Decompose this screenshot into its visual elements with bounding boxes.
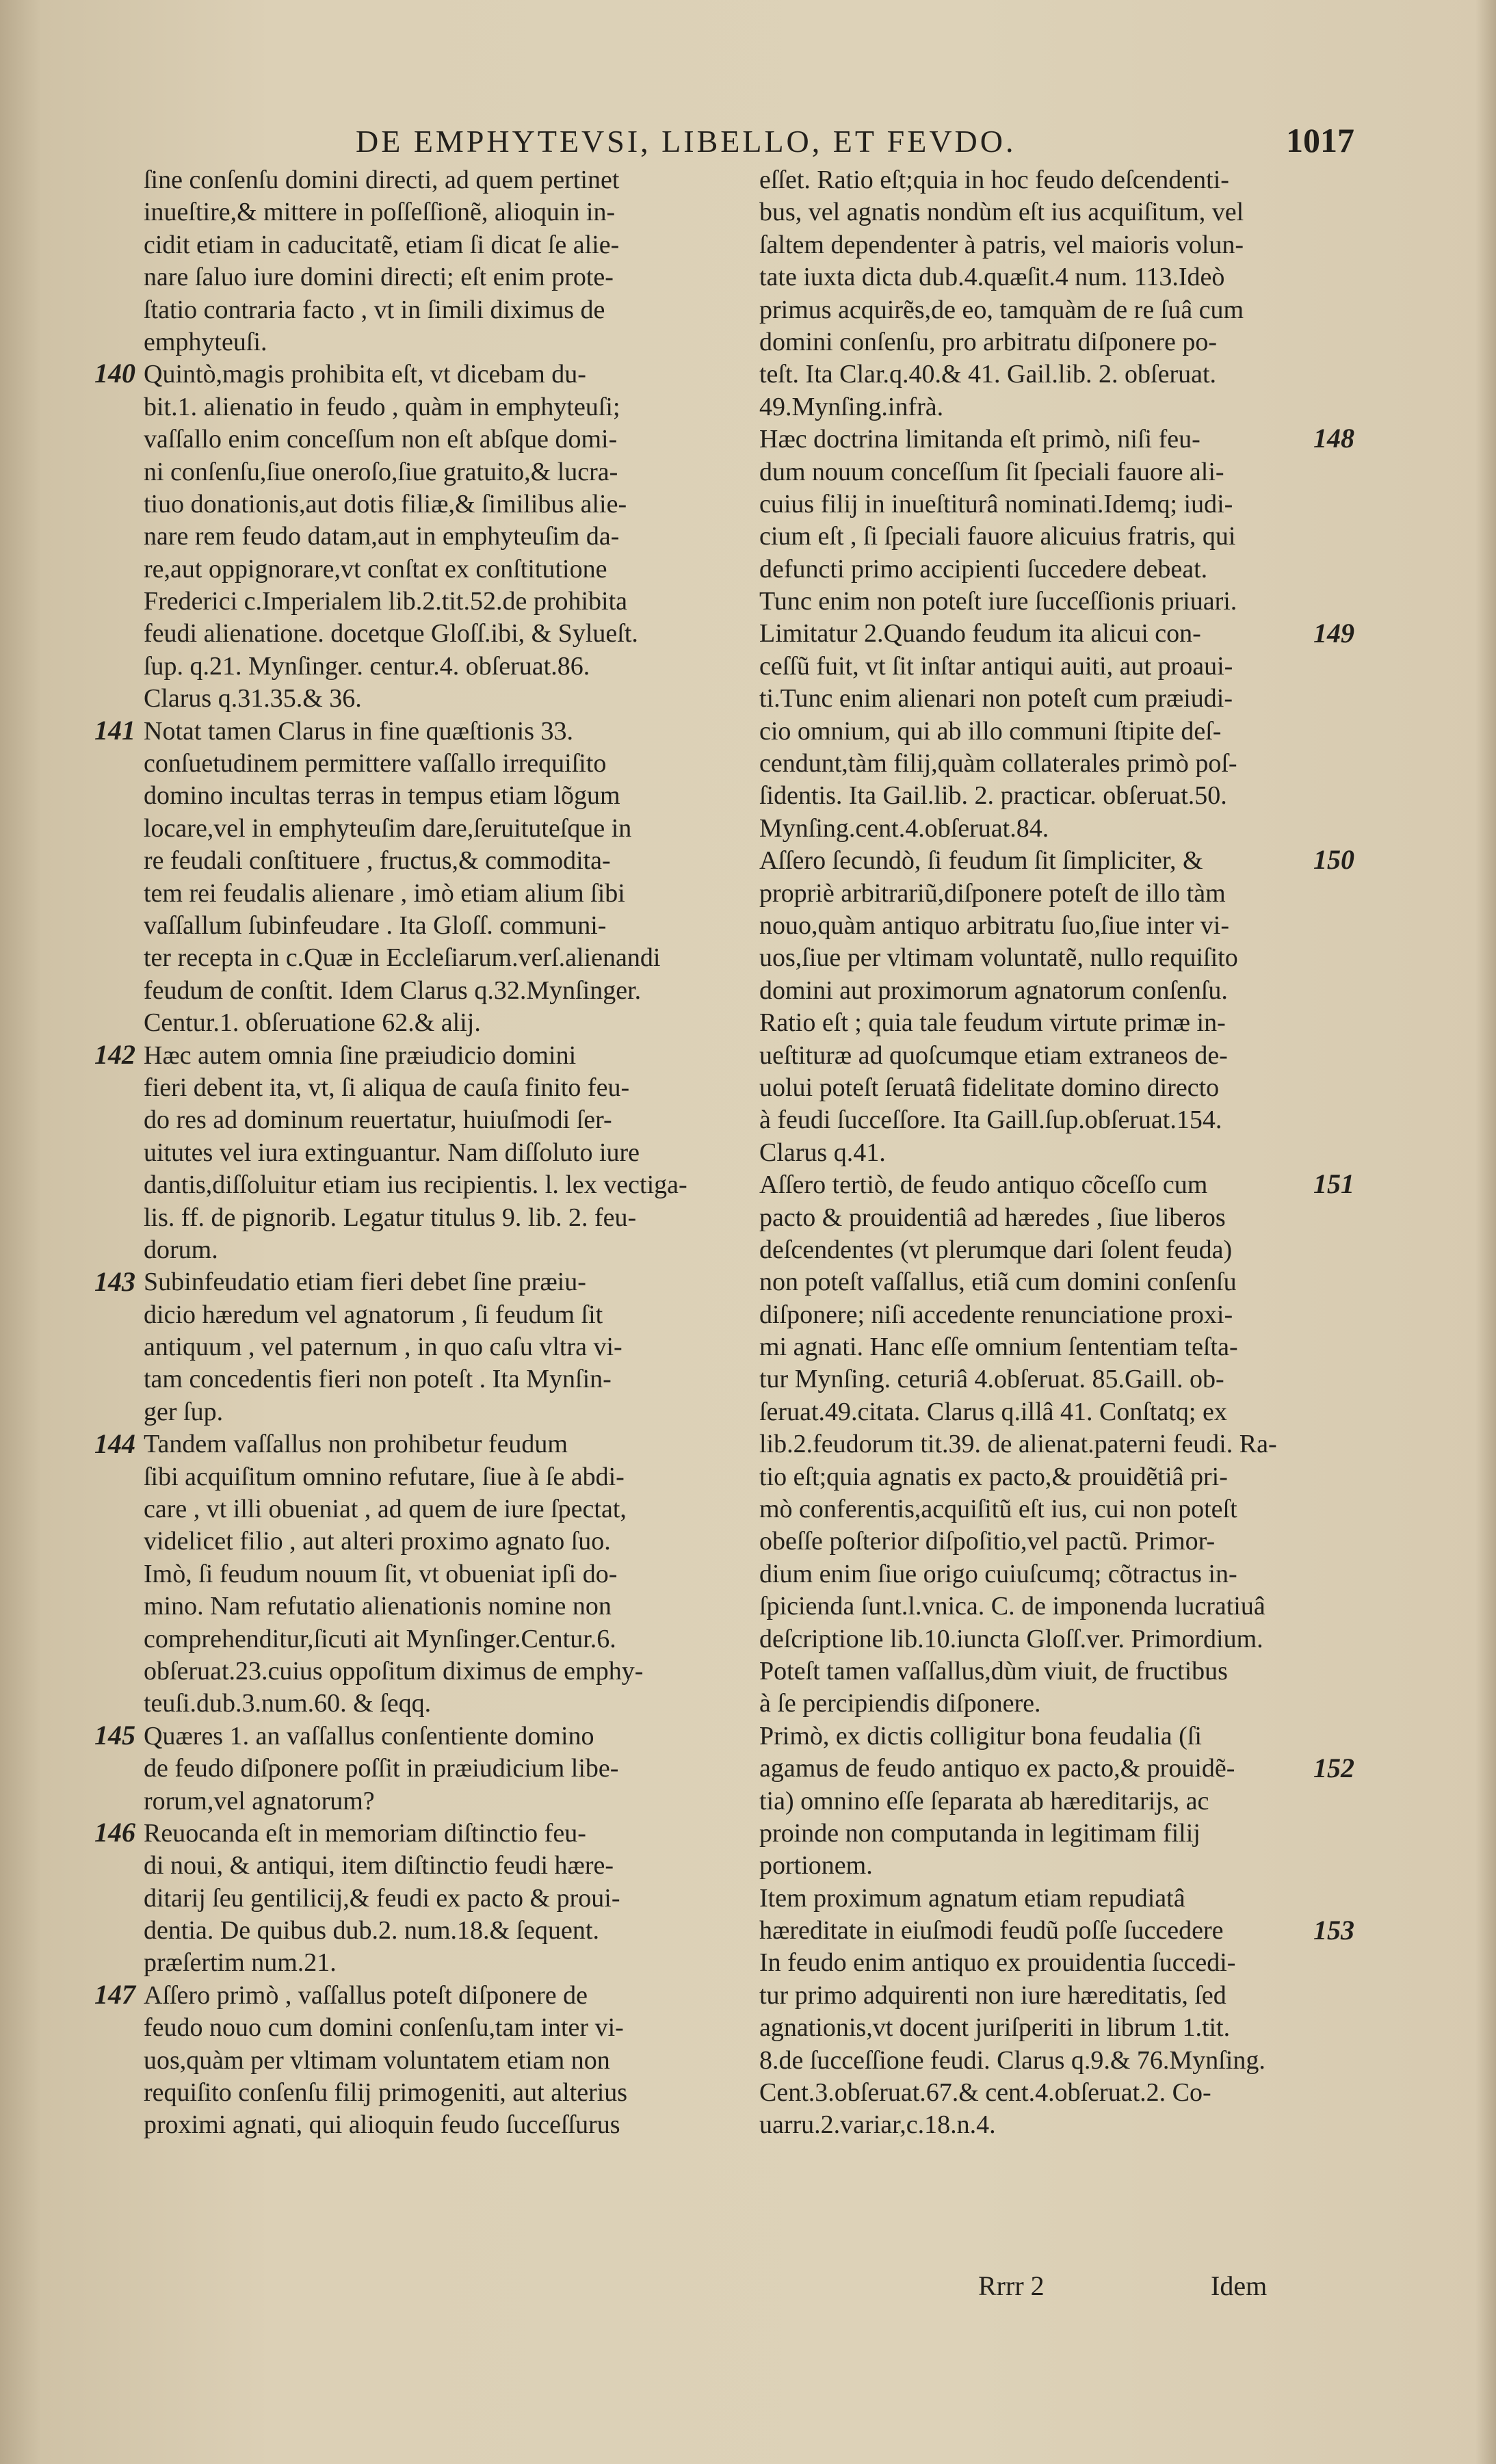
running-title: DE EMPHYTEVSI, LIBELLO, ET FEVDO.: [356, 124, 1016, 159]
text-line: Notat tamen Clarus in fine quæſtionis 33.: [144, 716, 573, 746]
text-line: mò conferentis,acquiſitũ eſt ius, cui non poteſt: [759, 1495, 1237, 1524]
text-line: Centur.1. obſeruatione 62.& alij.: [144, 1008, 481, 1038]
text-line: Aſſero ſecundò, ſi feudum ſit ſimpliciter, &: [759, 846, 1203, 876]
text-line: Quintò,magis prohibita eſt, vt dicebam du-: [144, 360, 586, 389]
text-line: rorum,vel agnatorum?: [144, 1786, 375, 1816]
paragraph-number: 151: [1313, 1168, 1354, 1200]
text-line: cio omnium, qui ab illo communi ſtipite deſ-: [759, 716, 1222, 746]
text-line: ſup. q.21. Mynſinger. centur.4. obſeruat.86.: [144, 651, 590, 681]
text-line: tam concedentis fieri non poteſt . Ita Mynſin-: [144, 1365, 612, 1394]
text-line: dentia. De quibus dub.2. num.18.& ſequent.: [144, 1916, 599, 1945]
text-line: non poteſt vaſſallus, etiã cum domini conſenſu: [759, 1268, 1237, 1297]
text-line: de feudo diſponere poſſit in præiudicium libe-: [144, 1754, 619, 1783]
paragraph-number: 150: [1313, 844, 1354, 876]
text-line: ſeruat.49.citata. Clarus q.illâ 41. Conſtatq; ex: [759, 1397, 1227, 1426]
paragraph-number: 142: [94, 1038, 135, 1070]
left-text-column: [94, 164, 739, 2142]
text-line: tur Mynſing. ceturiâ 4.obſeruat. 85.Gaill. ob-: [759, 1365, 1224, 1394]
text-line: In feudo enim antiquo ex prouidentia ſuccedi-: [759, 1948, 1236, 1978]
text-line: Clarus q.31.35.& 36.: [144, 684, 362, 713]
text-line: propriè arbitrariũ,diſponere poteſt de illo tàm: [759, 878, 1226, 908]
text-line: à ſe percipiendis diſponere.: [759, 1689, 1041, 1718]
text-line: obeſſe poſterior diſpoſitio,vel pactũ. Primor-: [759, 1527, 1216, 1556]
text-line: conſuetudinem permittere vaſſallo irrequiſito: [144, 749, 607, 778]
text-line: feudi alienatione. docetque Gloſſ.ibi, & Sylueſt.: [144, 619, 638, 648]
text-line: dicio hæredum vel agnatorum , ſi feudum ſit: [144, 1300, 603, 1329]
text-line: ſpicienda ſunt.l.vnica. C. de imponenda lucratiuâ: [759, 1592, 1265, 1621]
text-line: bit.1. alienatio in feudo , quàm in emphyteuſi;: [144, 392, 620, 421]
text-line: vaſſallum ſubinfeudare . Ita Gloſſ. communi-: [144, 910, 607, 940]
right-text-column: [759, 164, 1354, 2142]
paragraph-number: 147: [94, 1979, 135, 2010]
text-line: tia) omnino eſſe ſeparata ab hæreditarijs, ac: [759, 1786, 1209, 1816]
text-line: tur primo adquirenti non iure hæreditatis, ſed: [759, 1980, 1226, 2010]
text-line: nouo,quàm antiquo arbitratu ſuo,ſiue inter vi-: [759, 910, 1230, 940]
text-line: eſſet. Ratio eſt;quia in hoc feudo deſcendenti-: [759, 166, 1229, 194]
text-line: tem rei feudalis alienare , imò etiam alium ſibi: [144, 878, 625, 908]
text-line: cendunt,tàm filij,quàm collaterales primò poſ-: [759, 749, 1237, 778]
text-line: tiuo donationis,aut dotis filiæ,& ſimilibus alie-: [144, 489, 627, 519]
text-line: re feudali conſtituere , fructus,& commodita-: [144, 846, 611, 876]
text-line: tate iuxta dicta dub.4.quæſit.4 num. 113.Ideò: [759, 263, 1225, 292]
paragraph-number: 145: [94, 1720, 135, 1751]
text-line: Imò, ſi feudum nouum ſit, vt obueniat ipſi do-: [144, 1559, 618, 1588]
paragraph-number: 146: [94, 1817, 135, 1848]
paragraph-number: 149: [1313, 617, 1354, 648]
page-edge-shadow: [1475, 0, 1496, 2464]
text-line: ſine conſenſu domini directi, ad quem pertinet: [144, 166, 620, 194]
text-line: dorum.: [144, 1235, 218, 1264]
text-line: dum nouum conceſſum ſit ſpeciali fauore ali-: [759, 457, 1224, 486]
text-line: ti.Tunc enim alienari non poteſt cum præiudi-: [759, 684, 1233, 713]
text-line: Hæc autem omnia ſine præiudicio domini: [144, 1040, 577, 1070]
text-line: Subinfeudatio etiam fieri debet ſine præiu-: [144, 1268, 586, 1297]
text-line: re,aut oppignorare,vt conſtat ex conſtitutione: [144, 554, 607, 584]
signature-mark: Rrrr 2: [978, 2270, 1045, 2301]
text-line: proximi agnati, qui alioquin feudo ſucceſſurus: [144, 2110, 620, 2140]
text-line: di noui, & antiqui, item diſtinctio feudi hære-: [144, 1851, 614, 1880]
text-line: ueſtituræ ad quoſcumque etiam extraneos de-: [759, 1040, 1228, 1070]
text-line: Quæres 1. an vaſſallus conſentiente domino: [144, 1721, 594, 1751]
text-line: Tunc enim non poteſt iure ſucceſſionis priuari.: [759, 587, 1237, 616]
text-line: Tandem vaſſallus non prohibetur feudum: [144, 1430, 568, 1459]
text-line: Frederici c.Imperialem lib.2.tit.52.de prohibita: [144, 587, 628, 616]
text-line: antiquum , vel paternum , in quo caſu vltra vi-: [144, 1333, 622, 1362]
text-line: 8.de ſucceſſione feudi. Clarus q.9.& 76.Mynſing.: [759, 2045, 1265, 2075]
text-line: care , vt illi obueniat , ad quem de iure ſpectat,: [144, 1495, 627, 1524]
text-line: Cent.3.obſeruat.67.& cent.4.obſeruat.2. Co-: [759, 2078, 1211, 2108]
paragraph-number: 144: [94, 1428, 135, 1459]
text-line: obſeruat.23.cuius oppoſitum diximus de emphy-: [144, 1656, 644, 1686]
text-line: lis. ff. de pignorib. Legatur titulus 9. lib. 2. feu-: [144, 1203, 637, 1232]
text-line: mi agnati. Hanc eſſe omnium ſententiam teſta-: [759, 1333, 1238, 1362]
text-line: ſtatio contraria facto , vt in ſimili diximus de: [144, 295, 605, 324]
text-line: uolui poteſt ſeruatâ fidelitate domino directo: [759, 1073, 1220, 1102]
text-line: nare ſaluo iure domini directi; eſt enim prote-: [144, 263, 614, 292]
paragraph-number: 148: [1313, 423, 1354, 454]
text-line: Aſſero tertiò, de feudo antiquo cõceſſo cum: [759, 1170, 1208, 1200]
text-line: portionem.: [759, 1851, 873, 1880]
text-line: domini aut proximorum agnatorum conſenſu.: [759, 975, 1228, 1005]
text-line: agamus de feudo antiquo ex pacto,& prouidẽ-: [759, 1754, 1235, 1783]
text-line: do res ad dominum reuertatur, huiuſmodi ſer-: [144, 1105, 612, 1135]
text-line: dium enim ſiue origo cuiuſcumq; cõtractus in-: [759, 1559, 1237, 1588]
text-line: Aſſero primò , vaſſallus poteſt diſponere de: [144, 1980, 588, 2010]
paragraph-number: 143: [94, 1266, 135, 1297]
text-line: à feudi ſucceſſore. Ita Gaill.ſup.obſeruat.154.: [759, 1105, 1222, 1135]
text-line: dantis,diſſoluitur etiam ius recipientis. l. lex vectiga-: [144, 1170, 687, 1200]
text-line: pacto & prouidentiâ ad hæredes , ſiue liberos: [759, 1203, 1226, 1232]
text-line: vaſſallo enim conceſſum non eſt abſque domi-: [144, 425, 618, 454]
text-line: primus acquirẽs,de eo, tamquàm de re ſuâ cum: [759, 295, 1244, 324]
text-line: fieri debent ita, vt, ſi aliqua de cauſa finito feu-: [144, 1073, 630, 1102]
text-line: cuius filij in inueſtiturâ nominati.Idemq; iudi-: [759, 489, 1233, 519]
paragraph-number: 153: [1313, 1914, 1354, 1945]
text-line: agnationis,vt docent juriſperiti in librum 1.tit.: [759, 2013, 1231, 2043]
text-line: defuncti primo accipienti ſuccedere debeat.: [759, 554, 1208, 584]
text-line: nare rem feudo datam,aut in emphyteuſim da-: [144, 522, 620, 551]
text-line: ni conſenſu,ſiue oneroſo,ſiue gratuito,& lucra-: [144, 457, 618, 486]
catchword: Idem: [1211, 2270, 1268, 2301]
text-line: Reuocanda eſt in memoriam diſtinctio feu-: [144, 1818, 586, 1848]
text-line: videlicet filio , aut alteri proximo agnato ſuo.: [144, 1527, 611, 1556]
text-line: lib.2.feudorum tit.39. de alienat.paterni feudi. Ra-: [759, 1430, 1277, 1459]
text-line: Primò, ex dictis colligitur bona feudalia (ſi: [759, 1721, 1202, 1751]
text-line: inueſtire,& mittere in poſſeſſionẽ, alioquin in-: [144, 198, 616, 227]
text-line: proinde non computanda in legitimam filij: [759, 1818, 1200, 1848]
page-number: 1017: [1286, 121, 1354, 159]
text-line: feudum de conſtit. Idem Clarus q.32.Mynſinger.: [144, 975, 642, 1005]
text-line: cium eſt , ſi ſpeciali fauore alicuius fratris, qui: [759, 522, 1236, 551]
text-line: teſt. Ita Clar.q.40.& 41. Gail.lib. 2. obſeruat.: [759, 360, 1217, 389]
text-line: Limitatur 2.Quando feudum ita alicui con-: [759, 619, 1201, 648]
text-line: ſibi acquiſitum omnino refutare, ſiue à ſe abdi-: [144, 1462, 625, 1491]
text-line: comprehenditur,ſicuti ait Mynſinger.Centur.6.: [144, 1624, 616, 1653]
text-line: teuſi.dub.3.num.60. & ſeqq.: [144, 1689, 432, 1718]
text-line: Hæc doctrina limitanda eſt primò, niſi feu-: [759, 425, 1200, 454]
text-line: domino incultas terras in tempus etiam lõgum: [144, 781, 620, 811]
text-line: deſcriptione lib.10.iuncta Gloſſ.ver. Primordium.: [759, 1624, 1263, 1653]
text-line: ſidentis. Ita Gail.lib. 2. practicar. obſeruat.50.: [759, 781, 1227, 811]
text-line: locare,vel in emphyteuſim dare,ſeruituteſque in: [144, 813, 632, 843]
text-line: Ratio eſt ; quia tale feudum virtute primæ in-: [759, 1008, 1226, 1038]
text-line: diſponere; niſi accedente renunciatione proxi-: [759, 1300, 1233, 1329]
text-line: deſcendentes (vt plerumque dari ſolent feuda): [759, 1235, 1233, 1264]
text-line: Mynſing.cent.4.obſeruat.84.: [759, 813, 1049, 843]
paragraph-number: 141: [94, 714, 135, 746]
text-line: emphyteuſi.: [144, 327, 267, 356]
text-line: mino. Nam refutatio alienationis nomine non: [144, 1592, 612, 1621]
text-line: ter recepta in c.Quæ in Eccleſiarum.verſ.alienandi: [144, 943, 661, 973]
text-line: ſaltem dependenter à patris, vel maioris volun-: [759, 230, 1244, 259]
text-line: præſertim num.21.: [144, 1948, 337, 1978]
text-line: hæreditate in eiuſmodi feudũ poſſe ſuccedere: [759, 1916, 1224, 1945]
text-line: tio eſt;quia agnatis ex pacto,& prouidẽtiâ pri-: [759, 1462, 1228, 1491]
text-line: ger ſup.: [144, 1397, 224, 1426]
paragraph-number: 152: [1313, 1752, 1354, 1783]
text-line: uos,ſiue per vltimam voluntatẽ, nullo requiſito: [759, 943, 1238, 973]
text-line: ceſſũ fuit, vt ſit inſtar antiqui auiti, aut proaui-: [759, 651, 1233, 681]
text-line: cidit etiam in caducitatẽ, etiam ſi dicat ſe alie-: [144, 230, 620, 259]
text-line: 49.Mynſing.infrà.: [759, 392, 944, 421]
text-line: Item proximum agnatum etiam repudiatâ: [759, 1883, 1185, 1913]
text-line: domini conſenſu, pro arbitratu diſponere po-: [759, 327, 1218, 356]
text-line: bus, vel agnatis nondùm eſt ius acquiſitum, vel: [759, 198, 1244, 227]
text-line: ditarij ſeu gentilicij,& feudi ex pacto & proui-: [144, 1883, 620, 1913]
text-line: requiſito conſenſu filij primogeniti, aut alterius: [144, 2078, 628, 2108]
text-line: feudo nouo cum domini conſenſu,tam inter vi-: [144, 2013, 624, 2043]
text-line: Clarus q.41.: [759, 1138, 886, 1167]
text-line: Poteſt tamen vaſſallus,dùm viuit, de fructibus: [759, 1656, 1228, 1686]
text-line: uarru.2.variar,c.18.n.4.: [759, 2110, 996, 2140]
paragraph-number: 140: [94, 358, 135, 389]
text-line: uos,quàm per vltimam voluntatem etiam non: [144, 2045, 610, 2075]
text-line: uitutes vel iura extinguantur. Nam diſſoluto iure: [144, 1138, 640, 1167]
